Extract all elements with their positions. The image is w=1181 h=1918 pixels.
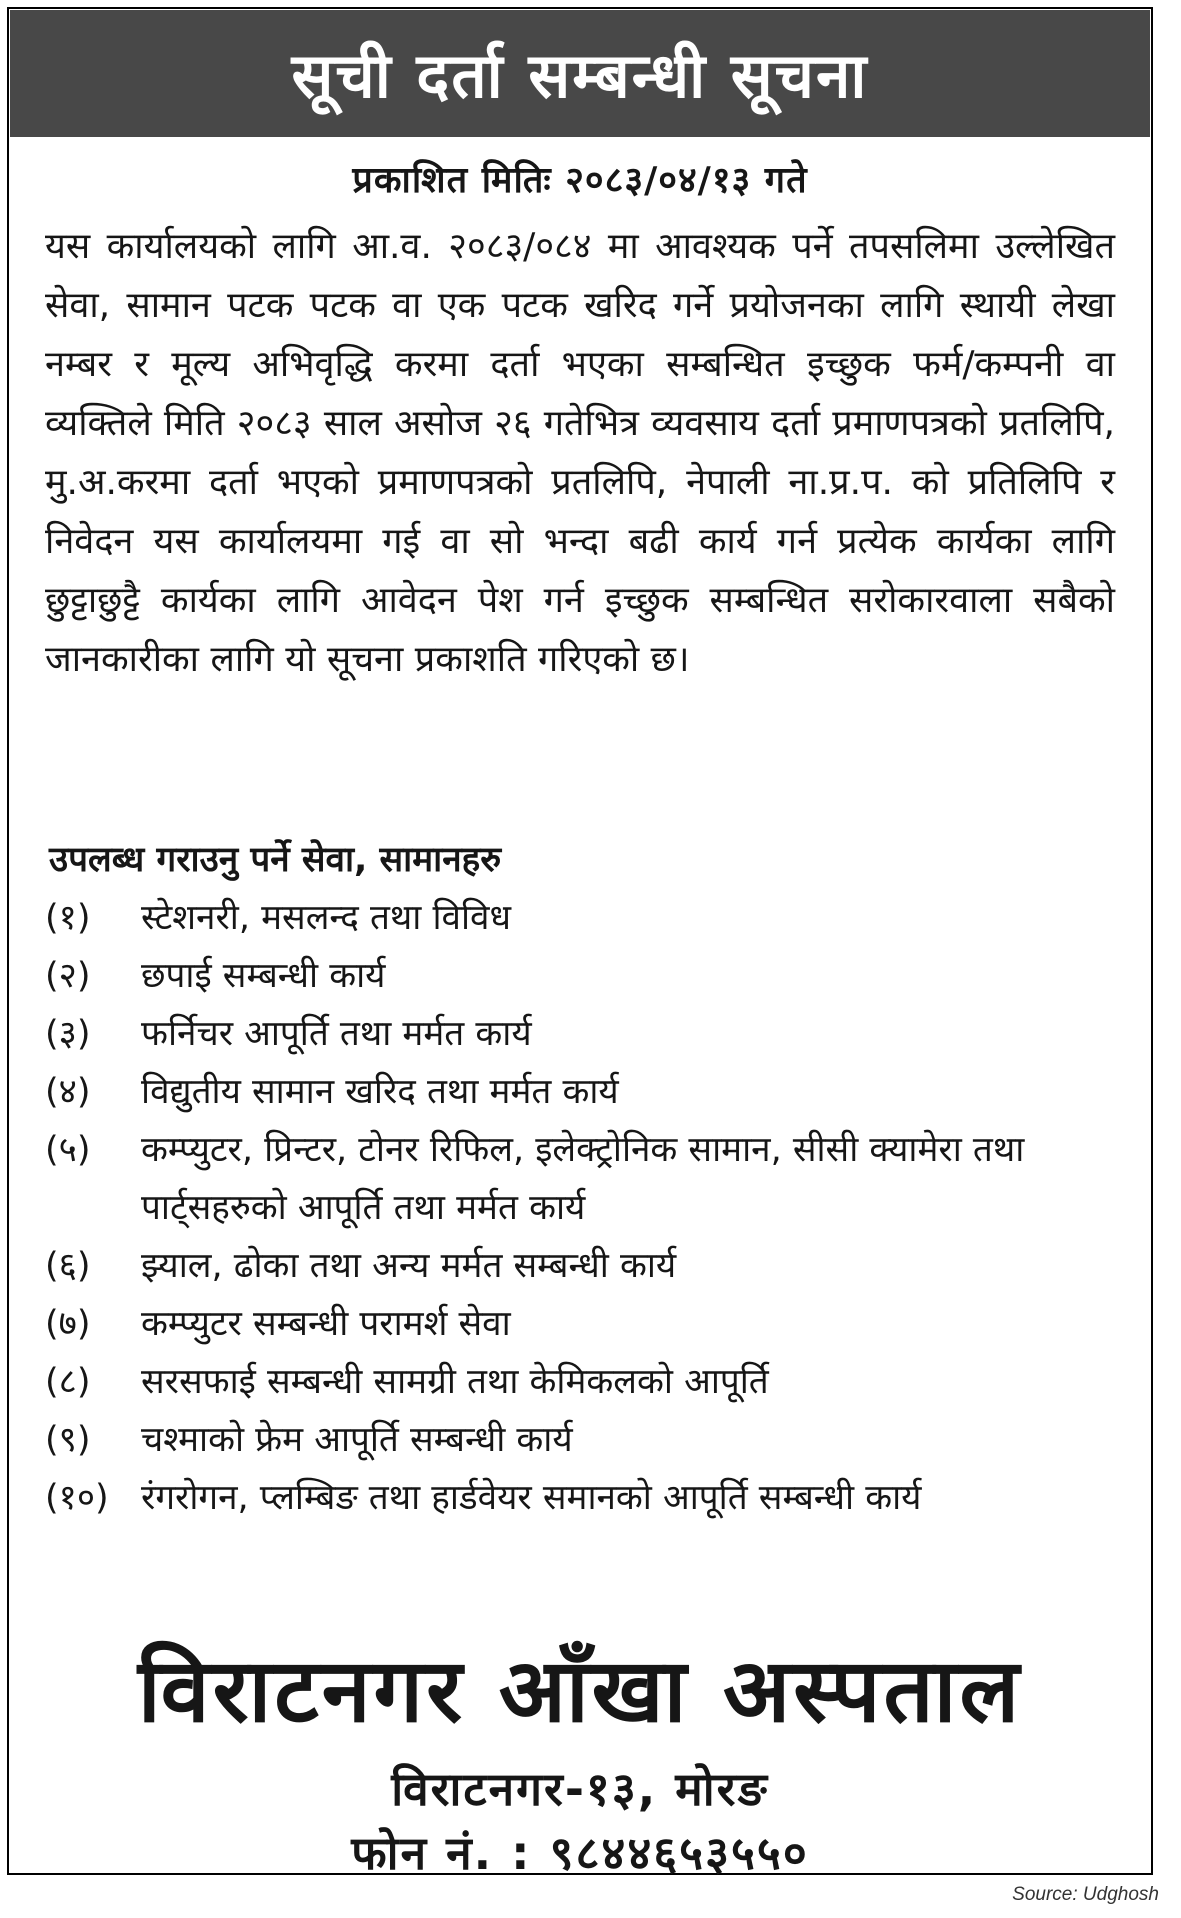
organization-address: विराटनगर-१३, मोरङ <box>391 1762 769 1816</box>
item-text: छपाई सम्बन्धी कार्य <box>141 956 386 996</box>
published-date: प्रकाशित मितिः २०८३/०४/१३ गते <box>352 160 808 201</box>
list-item <box>45 1063 1115 1121</box>
notice-panel <box>7 7 1153 1880</box>
item-text: कम्प्युटर सम्बन्धी परामर्श सेवा <box>141 1304 511 1344</box>
item-text: विद्युतीय सामान खरिद तथा मर्मत कार्य <box>141 1072 619 1112</box>
list-item <box>45 1295 1115 1353</box>
item-text: सरसफाई सम्बन्धी सामग्री तथा केमिकलको आपूर्ति <box>141 1362 769 1402</box>
list-item <box>45 1411 1115 1469</box>
item-number: (१०) <box>45 1478 109 1518</box>
item-number: (४) <box>45 1072 91 1112</box>
list-heading: उपलब्ध गराउनु पर्ने सेवा, सामानहरु <box>49 840 502 880</box>
item-text: झ्याल, ढोका तथा अन्य मर्मत सम्बन्धी कार्य <box>141 1246 677 1286</box>
item-text: स्टेशनरी, मसलन्द तथा विविध <box>141 898 512 938</box>
item-number: (६) <box>45 1246 91 1286</box>
item-number: (१) <box>45 898 91 938</box>
list-item <box>45 947 1115 1005</box>
item-number: (३) <box>45 1014 91 1054</box>
item-text: कम्प्युटर, प्रिन्टर, टोनर रिफिल, इलेक्ट्रोनिक सामान, सीसी क्यामेरा तथा पार्ट्सहरुको आपूर्ति तथा मर्मत कार्य <box>141 1130 1025 1228</box>
organization-name: विराटनगर आँखा अस्पताल <box>137 1639 1023 1742</box>
list-item <box>45 1469 1115 1527</box>
source-credit: Source: Udghosh <box>1012 1884 1159 1905</box>
item-number: (२) <box>45 956 91 996</box>
item-text: चश्माको फ्रेम आपूर्ति सम्बन्धी कार्य <box>141 1420 573 1460</box>
service-list <box>45 889 1115 1527</box>
notice-body: यस कार्यालयको लागि आ.व. २०८३/०८४ मा आवश्यक पर्ने तपसलिमा उल्लेखित सेवा, सामान पटक पटक वा एक पटक खरिद गर्ने प्रयोजनका लागि स्थायी लेखा नम्बर र मूल्य अभिवृद्धि करमा दर्ता भएका सम्बन्धित इच्छुक फर्म/कम्पनी वा व्यक्तिले मिति २०८३ साल असोज २६ गतेभित्र व्यवसाय दर्ता प्रमाणपत्रको प्रतलिपि, मु.अ.करमा दर्ता भएको प्रमाणपत्रको प्रतलिपि, नेपाली ना.प्र.प. को प्रतिलिपि र निवेदन यस कार्यालयमा गई वा सो भन्दा बढी कार्य गर्न प्रत्येक कार्यका लागि छुट्टाछुट्टै कार्यका लागि आवेदन पेश गर्न इच्छुक सम्बन्धित सरोकारवाला सबैको जानकारीका लागि यो सूचना प्रकाशति गरिएको छ। <box>45 226 1115 680</box>
list-item <box>45 1121 1115 1237</box>
list-item <box>45 1237 1115 1295</box>
organization-phone: फोन नं. : ९८४४६५३५५० <box>351 1826 809 1880</box>
notice-title: सूची दर्ता सम्बन्धी सूचना <box>10 10 1150 137</box>
item-number: (५) <box>45 1130 91 1170</box>
list-item <box>45 1353 1115 1411</box>
item-number: (९) <box>45 1420 91 1460</box>
list-item <box>45 889 1115 947</box>
list-item <box>45 1005 1115 1063</box>
item-number: (८) <box>45 1362 91 1402</box>
item-text: फर्निचर आपूर्ति तथा मर्मत कार्य <box>141 1014 532 1054</box>
item-text: रंगरोगन, प्लम्बिङ तथा हार्डवेयर समानको आपूर्ति सम्बन्धी कार्य <box>141 1478 922 1518</box>
item-number: (७) <box>45 1304 91 1344</box>
